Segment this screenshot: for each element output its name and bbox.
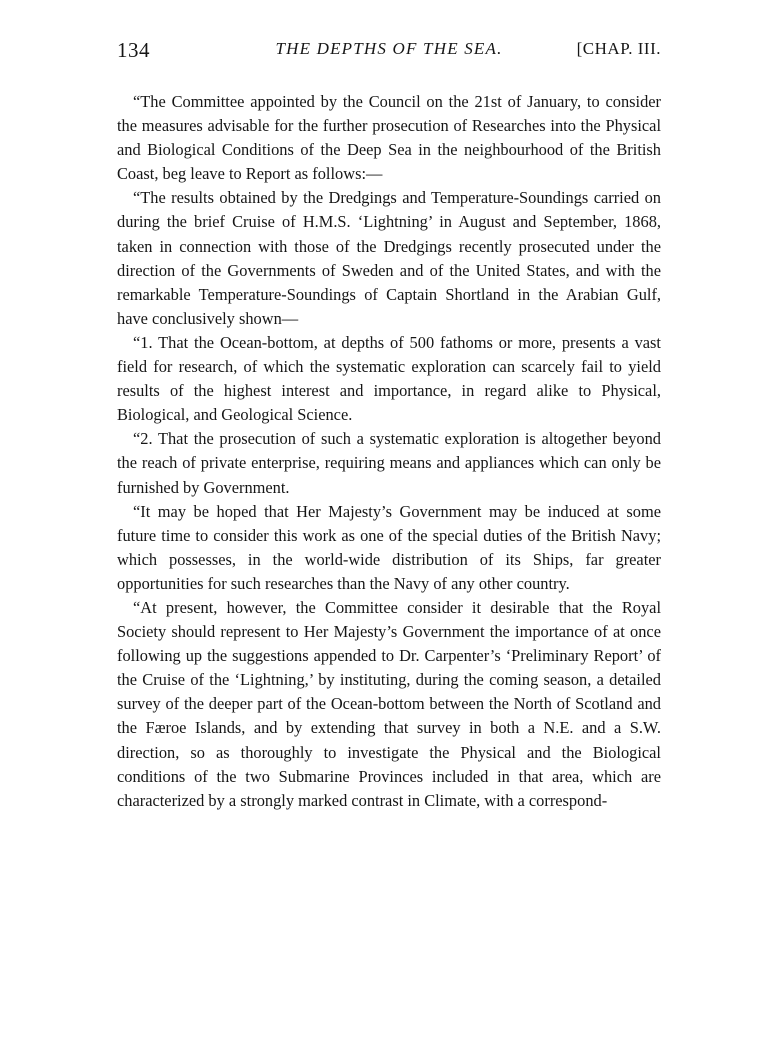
running-title: THE DEPTHS OF THE SEA. <box>275 39 503 58</box>
chapter-label: [CHAP. III. <box>576 39 661 58</box>
paragraph-point-two: “2. That the prosecution of such a systematic exploration is altogether beyond the reach of private enterprise, requiring means and appliances which can only be furnished by Government. <box>117 429 661 497</box>
paragraph-results-obtained: “The results obtained by the Dredgings and Temperature-Soundings carried on during the brief Cruise of H.M.S. ‘Lightning’ in August and September, 1868, taken in connection with those of the Dredgings recently prosecuted under the direction of the Governments of Sweden and of the United States, and with the remarkable Temperature-Soundings of Captain Shortland in the Arabian Gulf, have conclusively shown— <box>117 188 661 328</box>
paragraph-committee-appointment: “The Committee appointed by the Council on the 21st of January, to consider the measures advisable for the further prosecution of Researches into the Physical and Biological Conditions of the Deep Sea in the neighbourhood of the British Coast, beg leave to Report as follows:— <box>117 92 661 184</box>
paragraph-at-present: “At present, however, the Committee consider it desirable that the Royal Society should represent to Her Majesty’s Government the importance of at once following up the suggestions appended to Dr. Carpenter’s ‘Preliminary Report’ of the Cruise of the ‘Lightning,’ by instituting, during the coming season, a detailed survey of the deeper part of the Ocean-bottom between the North of Scotland and the Færoe Islands, and by extending that survey in both a N.E. and a S.W. direction, so as thoroughly to investigate the Physical and the Biological conditions of the two Submarine Provinces included in that area, which are characterized by a strongly marked contrast in Climate, with a correspond- <box>117 597 661 810</box>
page-header <box>117 38 661 72</box>
book-page <box>117 38 661 813</box>
page-number: 134 <box>117 38 150 62</box>
paragraph-navy-hope: “It may be hoped that Her Majesty’s Government may be induced at some future time to consider this work as one of the special duties of the British Navy; which possesses, in the world-wide distribution of its Ships, far greater opportunities for such researches than the Navy of any other country. <box>117 501 661 593</box>
body-text <box>117 90 661 813</box>
paragraph-point-one: “1. That the Ocean-bottom, at depths of 500 fathoms or more, presents a vast field for research, of which the systematic exploration can scarcely fail to yield results of the highest interest and importance, in regard alike to Physical, Biological, and Geological Science. <box>117 332 661 425</box>
